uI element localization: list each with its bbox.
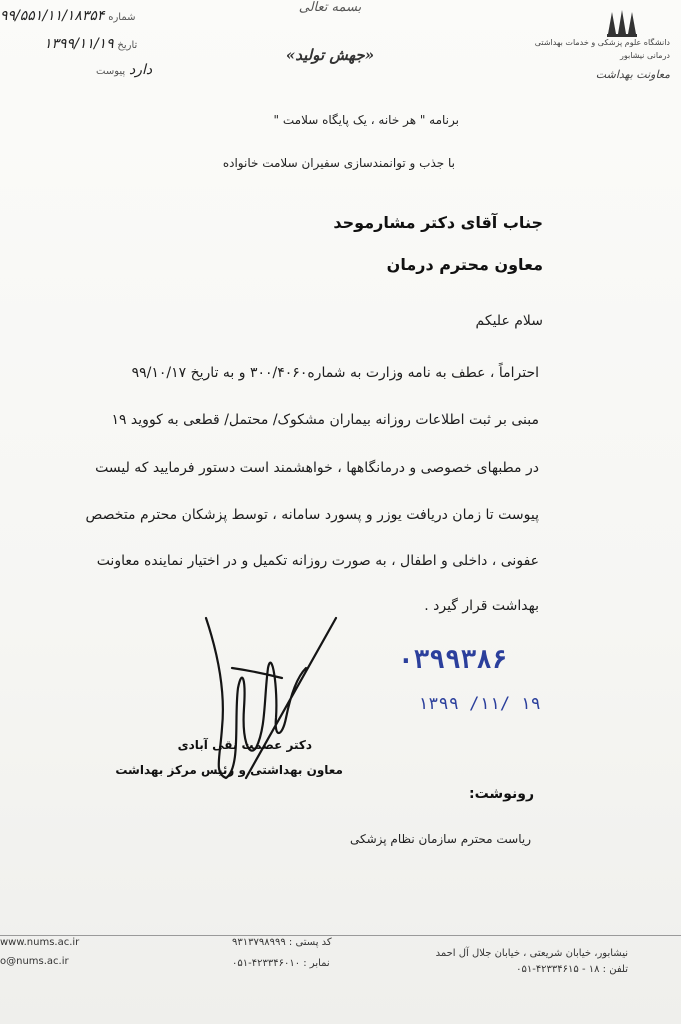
university-logo: [534, 6, 670, 81]
incoming-stamp-number: ۰۳۹۹۳۸۶: [398, 645, 508, 675]
body-line: پیوست تا زمان دریافت یوزر و پسورد سامانه ، توسط پزشکان محترم متخصص: [85, 507, 539, 523]
body-line: احتراماً ، عطف به نامه وزارت به شماره۳۰۰/۴۰۶۰ و به تاریخ ۹۹/۱۰/۱۷: [131, 365, 539, 381]
body-line: در مطبهای خصوصی و درمانگاهها ، خواهشمند است دستور فرمایید که لیست: [95, 460, 539, 476]
cc-recipient: ریاست محترم سازمان نظام پزشکی: [349, 832, 531, 846]
logo-department: معاونت بهداشت: [595, 68, 670, 81]
footer-address: نیشابور، خیابان شریعتی ، خیابان جلال آل احمد: [435, 948, 628, 959]
footer-web: www.nums.ac.ir: [0, 937, 80, 948]
footer-email: o@nums.ac.ir: [0, 956, 69, 967]
slogan: «جهش تولید»: [285, 46, 375, 64]
body-line: بهداشت قرار گیرد .: [424, 598, 539, 614]
footer-phone: تلفن : ۱۸ - ۴۲۳۳۴۶۱۵-۰۵۱: [516, 964, 628, 975]
footer-postal-code: کد پستی : ۹۳۱۳۷۹۸۹۹۹: [232, 937, 332, 948]
register-attachment: دارد: [129, 62, 153, 78]
body-line: مبنی بر ثبت اطلاعات روزانه بیماران مشکوک/ محتمل/ قطعی به کووید ۱۹: [111, 412, 539, 428]
cc-heading: رونوشت:: [469, 786, 534, 802]
program-title: برنامه " هر خانه ، یک پایگاه سلامت ": [273, 113, 459, 127]
body-line: عفونی ، داخلی و اطفال ، به صورت روزانه تکمیل و در اختیار نماینده معاونت: [96, 553, 539, 569]
incoming-stamp-date: ۱۳۹۹ /۱۱/ ۱۹: [418, 694, 541, 714]
addressee-name: جناب آقای دکتر مشارموحد: [333, 213, 543, 232]
signatory-title: معاون بهداشتی و رئیس مرکز بهداشت: [115, 763, 343, 777]
footer-divider: [0, 935, 681, 936]
register-date: ۱۳۹۹/۱۱/۱۹: [44, 36, 114, 52]
footer-fax: نمابر : ۴۲۳۳۴۶۰۱۰-۰۵۱: [232, 958, 330, 969]
register-date-label: تاریخ: [117, 40, 138, 51]
register-attachment-row: [96, 62, 152, 78]
bismillah-heading: بسمه تعالی: [298, 0, 362, 15]
program-subtitle: با جذب و توانمندسازی سفیران سلامت خانواده: [222, 156, 455, 170]
emblem-icon: [604, 6, 640, 38]
greeting: سلام علیکم: [475, 313, 543, 329]
signatory-name: دکتر عصمت نقی آبادی: [177, 738, 312, 752]
register-number-row: [0, 8, 136, 24]
register-attachment-label: پیوست: [96, 66, 126, 77]
logo-university-name: دانشگاه علوم پزشکی و خدمات بهداشتی درمانی نیشابور: [534, 38, 670, 60]
addressee-role: معاون محترم درمان: [386, 255, 543, 274]
register-number: ۹۹/۵۵۱/۱۱/۱۸۳۵۴: [0, 8, 105, 24]
register-date-row: [44, 36, 137, 52]
handwritten-signature: [186, 608, 346, 788]
register-number-label: شماره: [108, 12, 136, 23]
